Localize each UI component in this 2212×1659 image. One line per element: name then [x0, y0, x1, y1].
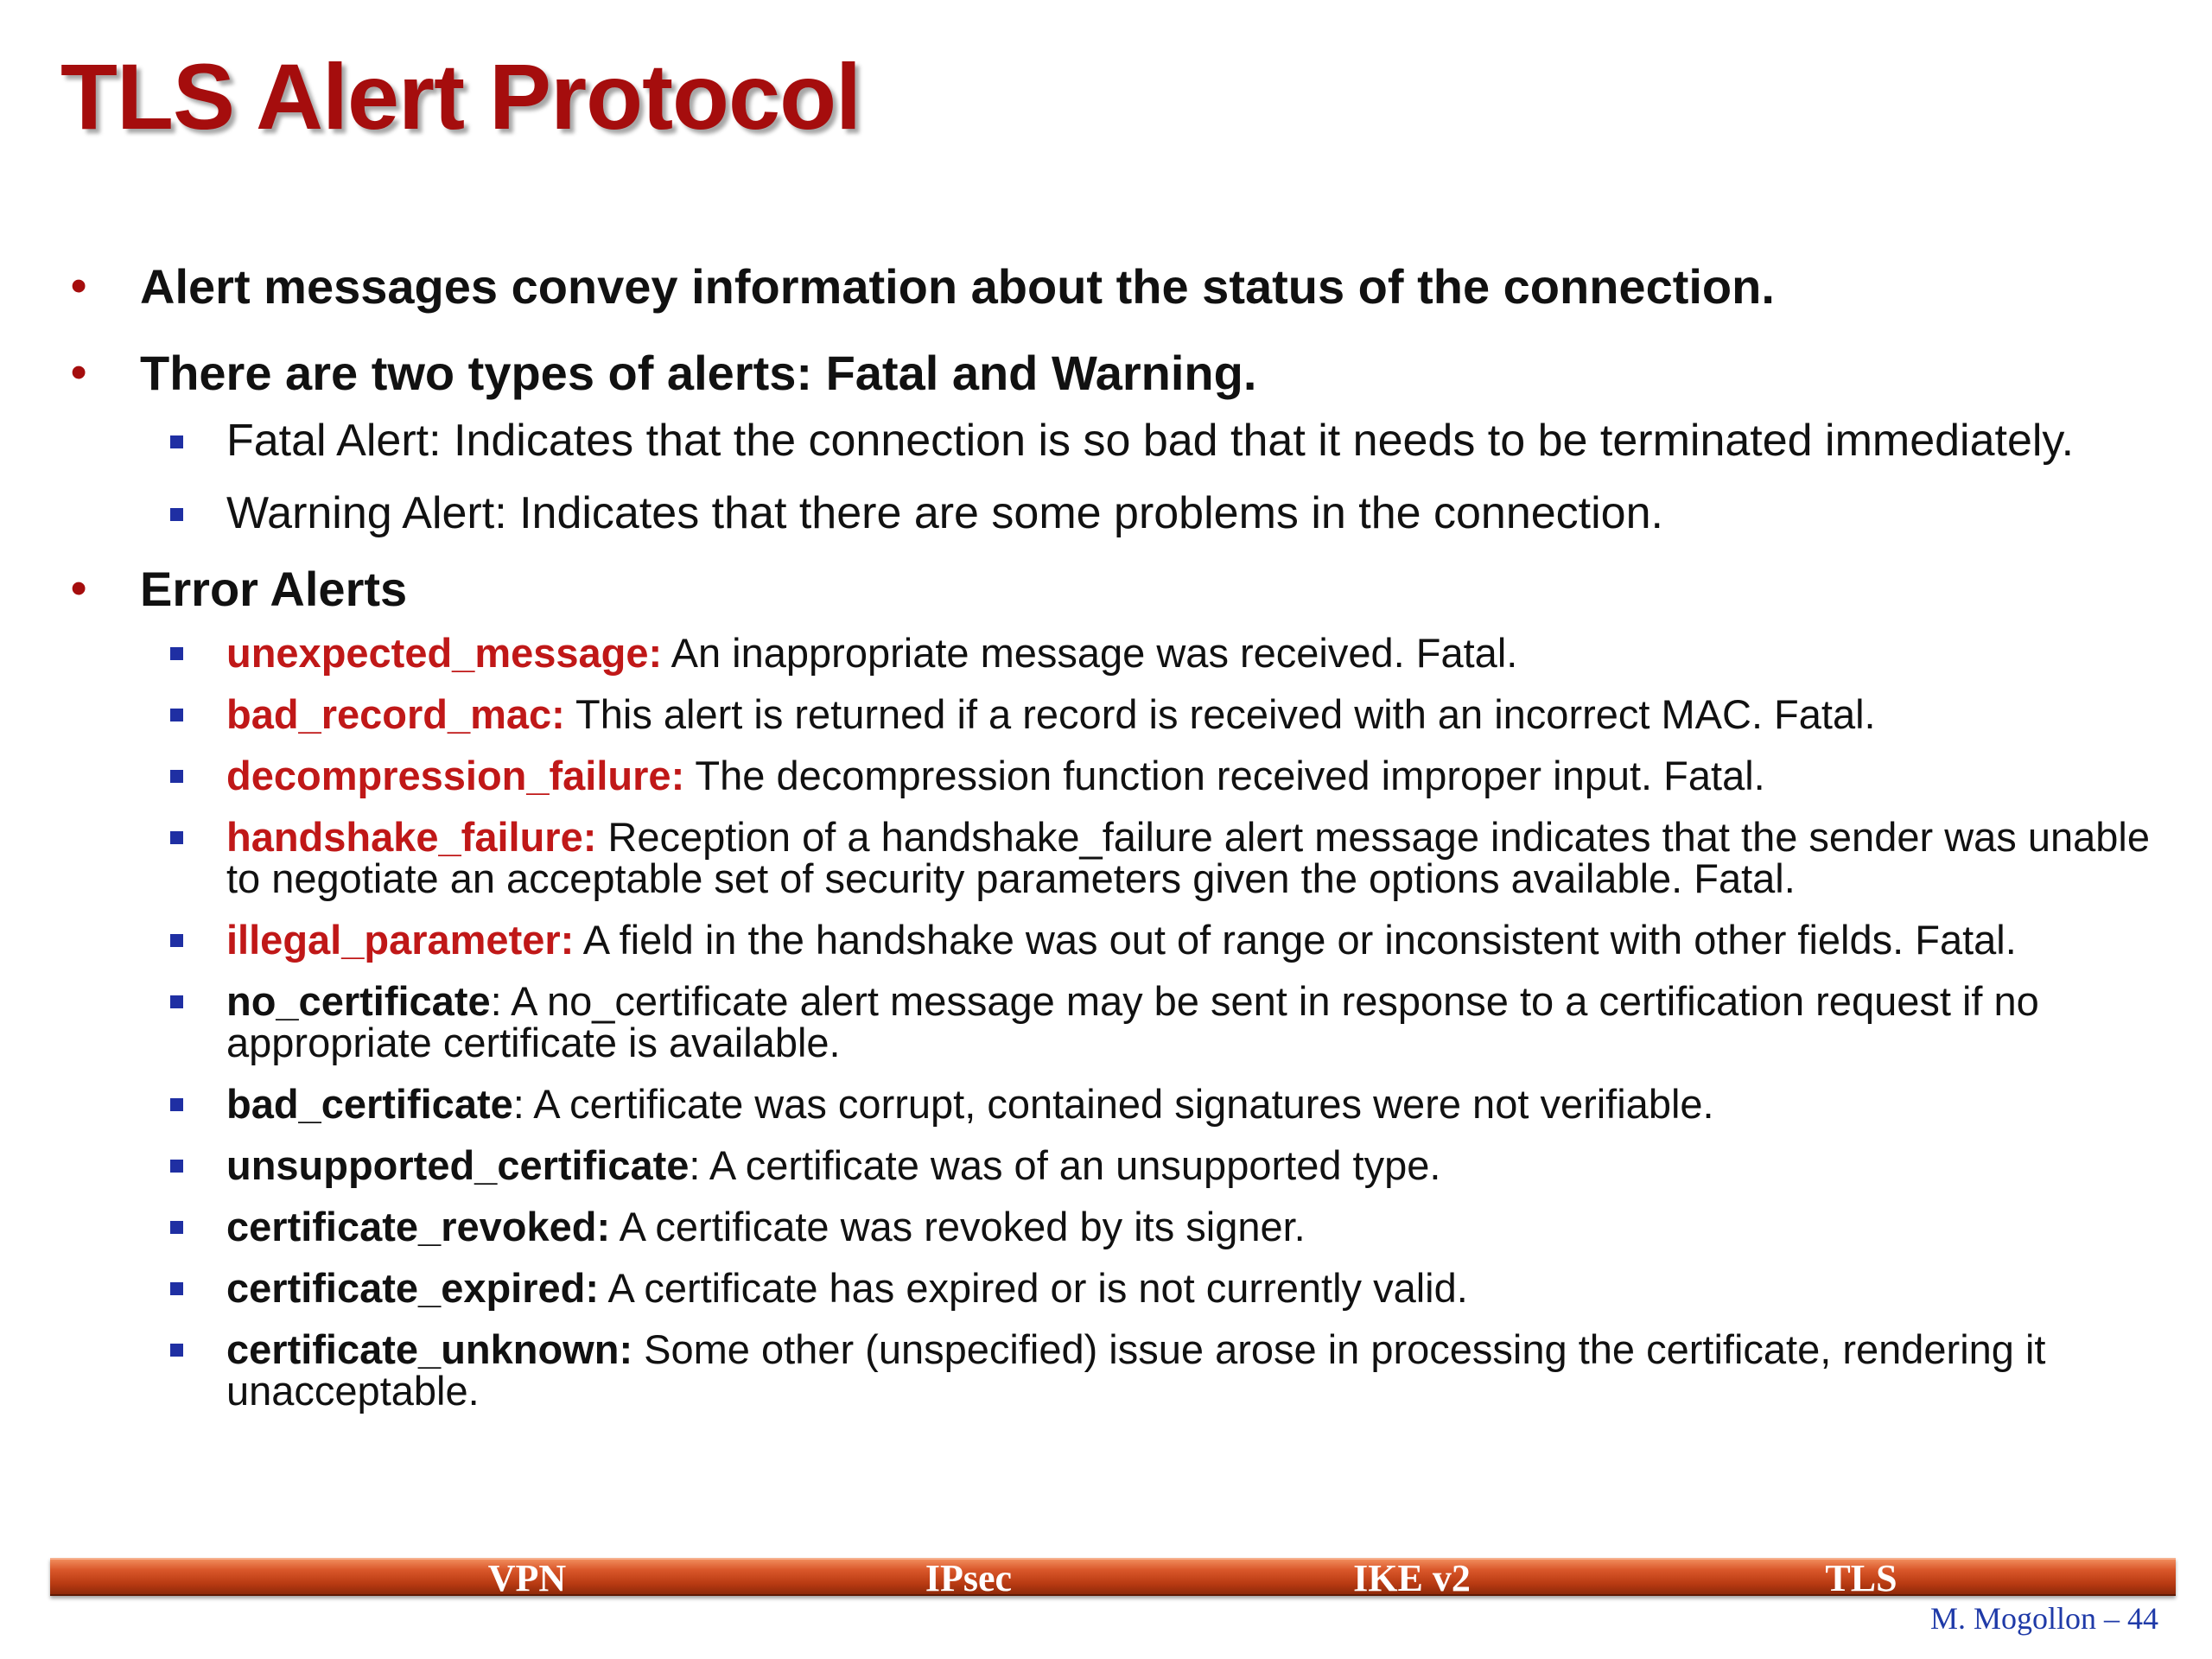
square-bullet-icon: [170, 770, 183, 783]
square-bullet-icon: [170, 1282, 183, 1295]
alert-term: certificate_unknown:: [226, 1326, 633, 1372]
slide-title: TLS Alert Protocol: [60, 44, 861, 149]
footer-nav-ike-v2[interactable]: IKE v2: [1353, 1557, 1471, 1599]
footer-credit: M. Mogollon – 44: [1929, 1601, 2158, 1636]
square-bullet-icon: [170, 831, 183, 844]
alert-term: certificate_revoked:: [226, 1204, 611, 1249]
alert-term: no_certificate: [226, 978, 491, 1024]
alert-description: This alert is returned if a record is received with an incorrect MAC. Fatal.: [564, 691, 1876, 737]
list-item-handshake-failure: [69, 814, 2177, 901]
square-bullet-icon: [170, 1221, 183, 1234]
footer-nav-ipsec[interactable]: IPsec: [925, 1557, 1013, 1599]
alert-description: A certificate was revoked by its signer.: [610, 1204, 1306, 1249]
alert-description: Some other (unspecified) issue arose in processing the certificate, rendering it unacceptable.: [226, 1326, 2046, 1414]
bullet-text: Alert messages convey information about the status of the connection.: [140, 259, 1775, 314]
list-item-certificate-unknown: [69, 1326, 2177, 1414]
square-bullet-icon: [170, 995, 183, 1008]
list-item-fatal-alert: [69, 416, 2177, 465]
list-item-certificate-revoked: [69, 1206, 2177, 1248]
alert-term: decompression_failure:: [226, 753, 685, 798]
alert-term: unsupported_certificate: [226, 1142, 690, 1188]
bullet-error-alerts: [69, 562, 2177, 617]
alert-description: : A no_certificate alert message may be sent in response to a certification request if no appropriate certificate is available.: [226, 978, 2039, 1065]
bullet-text: Error Alerts: [140, 562, 408, 616]
alert-description: A field in the handshake was out of range or inconsistent with other fields. Fatal.: [574, 917, 2017, 963]
bullet-alert-types: [69, 346, 2177, 401]
square-bullet-icon: [170, 1098, 183, 1111]
list-item-text: Warning Alert: Indicates that there are some problems in the connection.: [226, 488, 1663, 538]
bullet-text: There are two types of alerts: Fatal and Warning.: [140, 346, 1257, 400]
error-alerts-list: [69, 632, 2177, 1412]
square-bullet-icon: [170, 508, 183, 521]
alert-description: : A certificate was corrupt, contained signatures were not verifiable.: [512, 1081, 1714, 1127]
list-item-bad-certificate: [69, 1081, 2177, 1127]
list-item-illegal-parameter: [69, 919, 2177, 961]
square-bullet-icon: [170, 709, 183, 721]
bullet-dot-icon: •: [71, 563, 87, 613]
bullet-dot-icon: •: [71, 261, 87, 311]
footer-nav-bar: [50, 1557, 2176, 1599]
alert-description: The decompression function received improper input. Fatal.: [684, 753, 1765, 798]
list-item-warning-alert: [69, 489, 2177, 537]
slide-content: [69, 259, 2177, 1432]
alert-description: Reception of a handshake_failure alert message indicates that the sender was unable to negotiate an acceptable set of security parameters given the options available. Fatal.: [226, 814, 2150, 901]
alert-term: bad_record_mac:: [226, 691, 565, 737]
footer-nav-tls[interactable]: TLS: [1825, 1557, 1897, 1599]
list-item-no-certificate: [69, 978, 2177, 1065]
alert-term: illegal_parameter:: [226, 917, 575, 963]
alert-term: unexpected_message:: [226, 630, 663, 676]
bullet-alert-messages: [69, 259, 2177, 315]
list-item-unexpected-message: [69, 632, 2177, 674]
alert-description: An inappropriate message was received. Fatal.: [662, 630, 1518, 676]
square-bullet-icon: [170, 934, 183, 947]
list-item-decompression-failure: [69, 755, 2177, 797]
square-bullet-icon: [170, 1344, 183, 1357]
list-item-bad-record-mac: [69, 691, 2177, 737]
footer-nav-vpn[interactable]: VPN: [487, 1557, 567, 1599]
alert-term: bad_certificate: [226, 1081, 513, 1127]
square-bullet-icon: [170, 647, 183, 660]
bullet-dot-icon: •: [71, 347, 87, 397]
alert-term: certificate_expired:: [226, 1265, 600, 1311]
alert-types-list: [69, 416, 2177, 537]
alert-description: A certificate has expired or is not currently valid.: [599, 1265, 1468, 1311]
alert-description: : A certificate was of an unsupported type.: [689, 1142, 1441, 1188]
alert-term: handshake_failure:: [226, 814, 597, 860]
list-item-text: Fatal Alert: Indicates that the connection is so bad that it needs to be terminated immediately.: [226, 416, 2075, 466]
square-bullet-icon: [170, 1160, 183, 1173]
list-item-unsupported-certificate: [69, 1142, 2177, 1188]
square-bullet-icon: [170, 435, 183, 448]
list-item-certificate-expired: [69, 1265, 2177, 1311]
